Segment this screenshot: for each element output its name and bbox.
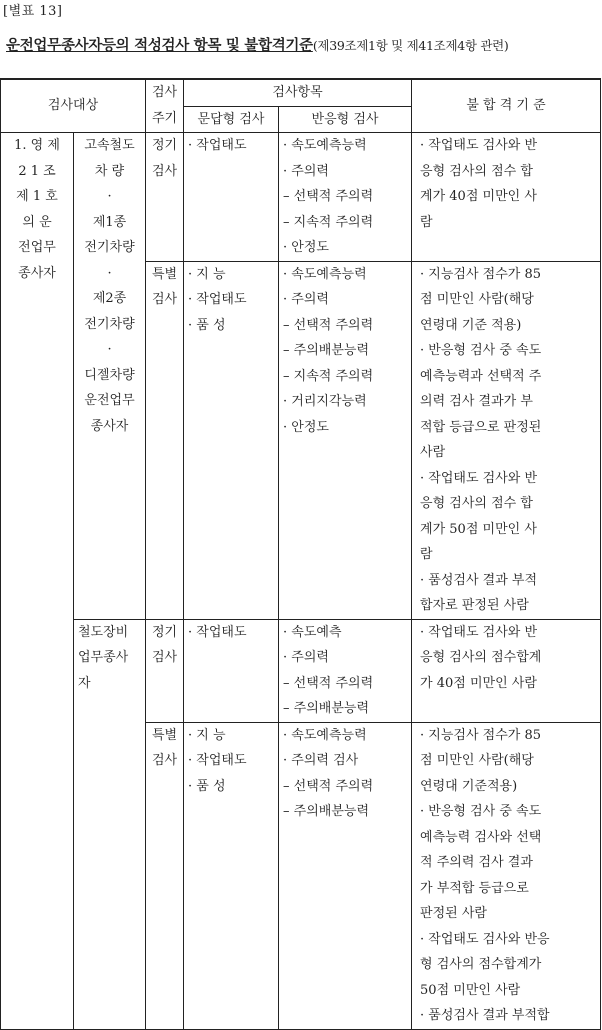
title-main: 운전업무종사자등의 적성검사 항목 및 불합격기준 bbox=[6, 38, 313, 54]
target-sub-rail bbox=[74, 133, 146, 620]
cell-line: · 작업태도 검사와 반 bbox=[420, 624, 538, 640]
cell-line: – 선택적 주의력 bbox=[283, 778, 374, 794]
cell-line: · bbox=[107, 189, 112, 204]
written-cell bbox=[184, 619, 279, 722]
cell-line: · 속도예측능력 bbox=[283, 138, 367, 153]
cell-line: 연령대 기준 적용) bbox=[420, 317, 522, 333]
header-period bbox=[146, 79, 184, 133]
header-target: 검사대상 bbox=[1, 79, 146, 133]
cell-line: · 지 능 bbox=[188, 727, 226, 743]
reactive-cell bbox=[279, 133, 412, 262]
cell-line: 계가 50점 미만인 사 bbox=[420, 521, 537, 537]
cell-line: 자 bbox=[78, 675, 91, 691]
written-cell bbox=[184, 722, 279, 1029]
cell-line: 사람 bbox=[420, 445, 446, 460]
cell-line: · 주의력 bbox=[283, 163, 329, 179]
cell-line: · 속도예측 bbox=[283, 624, 342, 640]
cell-line: 연령대 기준적용) bbox=[420, 778, 518, 794]
cell-line: · 주의력 검사 bbox=[283, 753, 359, 768]
cell-line: – 주의배분능력 bbox=[283, 701, 369, 716]
cell-line: 특별 bbox=[151, 727, 178, 743]
cell-line: 정기 bbox=[151, 624, 178, 640]
cell-line: · 거리지각능력 bbox=[283, 394, 367, 409]
criteria-cell bbox=[412, 261, 601, 619]
cell-line: – 주의배분능력 bbox=[283, 343, 369, 358]
cell-line: 검사 bbox=[151, 292, 178, 307]
cell-line: · 작업태도 검사와 반응 bbox=[420, 931, 550, 947]
criteria-cell bbox=[412, 619, 601, 722]
cell-line: · 주의력 bbox=[283, 650, 329, 665]
cell-line: 예측능력과 선택적 주 bbox=[420, 368, 542, 384]
cell-line: 적합 등급으로 판정된 bbox=[420, 419, 542, 435]
cell-line: · 지 능 bbox=[188, 266, 226, 282]
cell-line: 차 량 bbox=[94, 163, 125, 179]
cell-line: 판정된 사람 bbox=[420, 906, 487, 921]
cell-line: 람 bbox=[420, 547, 433, 562]
cell-line: · 지능검사 점수가 85 bbox=[420, 266, 542, 282]
title-subtitle: (제39조제1항 및 제41조제4항 관련) bbox=[312, 38, 509, 53]
cell-line: 검사 bbox=[151, 753, 178, 768]
cell-line: 형 검사의 점수합계가 bbox=[420, 957, 542, 972]
criteria-cell bbox=[412, 722, 601, 1029]
cell-line: · 지능검사 점수가 85 bbox=[420, 727, 542, 743]
cell-line: – 주의배분능력 bbox=[283, 804, 369, 819]
header-period-line: 주기 bbox=[151, 110, 178, 126]
header-period-line: 검사 bbox=[151, 85, 178, 100]
cell-line: 제 1 호 bbox=[16, 189, 58, 204]
cell-line: · 속도예측능력 bbox=[283, 266, 367, 282]
header-items: 검사항목 bbox=[184, 79, 412, 106]
cell-line: – 선택적 주의력 bbox=[283, 189, 374, 204]
period-cell bbox=[146, 619, 184, 722]
cell-line: · 작업태도 bbox=[188, 753, 247, 768]
cell-line: 디젤차량 bbox=[84, 367, 135, 383]
cell-line: 특별 bbox=[151, 266, 178, 282]
cell-line: 계가 40점 미만인 사 bbox=[420, 189, 537, 204]
header-criteria: 불 합 격 기 준 bbox=[412, 79, 601, 133]
cell-line: 고속철도 bbox=[84, 138, 135, 153]
cell-line: · 안정도 bbox=[283, 419, 329, 435]
cell-line: 제2종 bbox=[92, 291, 127, 306]
cell-line: – 지속적 주의력 bbox=[283, 368, 374, 384]
cell-line: · 작업태도 bbox=[188, 138, 247, 153]
target-sub-equipment bbox=[74, 619, 146, 1029]
cell-line: 종사자 bbox=[18, 265, 56, 281]
cell-line: 가 40점 미만인 사람 bbox=[420, 675, 537, 691]
cell-line: · 품 성 bbox=[188, 778, 226, 794]
cell-line: · 작업태도 검사와 반 bbox=[420, 138, 538, 153]
cell-line: 운전업무 bbox=[84, 393, 135, 408]
cell-line: 제1종 bbox=[92, 214, 127, 230]
written-cell bbox=[184, 133, 279, 262]
period-cell bbox=[146, 261, 184, 619]
cell-line: 의 운 bbox=[22, 214, 52, 230]
cell-line: · 품 성 bbox=[188, 317, 226, 333]
cell-line: 50점 미만인 사람 bbox=[420, 982, 521, 998]
cell-line: 응형 검사의 점수 합 bbox=[420, 163, 533, 179]
cell-line: 종사자 bbox=[90, 418, 129, 434]
written-cell bbox=[184, 261, 279, 619]
period-cell bbox=[146, 133, 184, 262]
reactive-cell bbox=[279, 261, 412, 619]
cell-line: 예측능력 검사와 선택 bbox=[420, 829, 542, 845]
cell-line: · 속도예측능력 bbox=[283, 727, 367, 743]
cell-line: · 작업태도 bbox=[188, 624, 247, 640]
cell-line: 적 주의력 검사 결과 bbox=[420, 855, 533, 870]
cell-line: 정기 bbox=[151, 138, 178, 153]
cell-line: · bbox=[107, 265, 112, 281]
cell-line: – 선택적 주의력 bbox=[283, 675, 374, 691]
cell-line: 검사 bbox=[151, 163, 178, 179]
cell-line: 람 bbox=[420, 214, 433, 230]
aptitude-test-table bbox=[0, 78, 601, 1030]
reactive-cell bbox=[279, 722, 412, 1029]
cell-line: 의력 검사 결과가 부 bbox=[420, 394, 533, 409]
cell-line: 전업무 bbox=[18, 240, 56, 255]
header-reactive: 반응형 검사 bbox=[279, 106, 412, 133]
target-main bbox=[1, 133, 74, 1030]
cell-line: 1. 영 제 bbox=[14, 138, 60, 153]
cell-line: – 지속적 주의력 bbox=[283, 214, 374, 230]
cell-line: 합자로 판정된 사람 bbox=[420, 598, 529, 613]
cell-line: 2 1 조 bbox=[18, 163, 56, 179]
cell-line: · 반응형 검사 중 속도 bbox=[420, 804, 542, 819]
cell-line: 철도장비 bbox=[78, 624, 129, 640]
reactive-cell bbox=[279, 619, 412, 722]
period-cell bbox=[146, 722, 184, 1029]
cell-line: · 안정도 bbox=[283, 240, 329, 255]
cell-line: · 작업태도 bbox=[188, 292, 247, 307]
cell-line: 전기차량 bbox=[84, 316, 135, 332]
cell-line: 전기차량 bbox=[84, 240, 135, 255]
cell-line: 점 미만인 사람(해당 bbox=[420, 753, 534, 768]
page-title bbox=[6, 34, 508, 55]
header-written: 문답형 검사 bbox=[184, 106, 279, 133]
cell-line: 점 미만인 사람(해당 bbox=[420, 292, 534, 307]
cell-line: 응형 검사의 점수 합 bbox=[420, 496, 533, 511]
cell-line: · 품성검사 결과 부적합 bbox=[420, 1008, 550, 1023]
appendix-label: [별표 13] bbox=[3, 4, 63, 19]
cell-line: 검사 bbox=[151, 650, 178, 665]
cell-line: 가 부적합 등급으로 bbox=[420, 880, 529, 896]
cell-line: · bbox=[107, 342, 112, 357]
cell-line: · 작업태도 검사와 반 bbox=[420, 470, 538, 486]
cell-line: · 주의력 bbox=[283, 292, 329, 307]
cell-line: · 반응형 검사 중 속도 bbox=[420, 343, 542, 358]
criteria-cell bbox=[412, 133, 601, 262]
cell-line: – 선택적 주의력 bbox=[283, 317, 374, 333]
cell-line: 업무종사 bbox=[78, 650, 129, 665]
cell-line: · 품성검사 결과 부적 bbox=[420, 572, 538, 588]
cell-line: 응형 검사의 점수합계 bbox=[420, 650, 542, 665]
